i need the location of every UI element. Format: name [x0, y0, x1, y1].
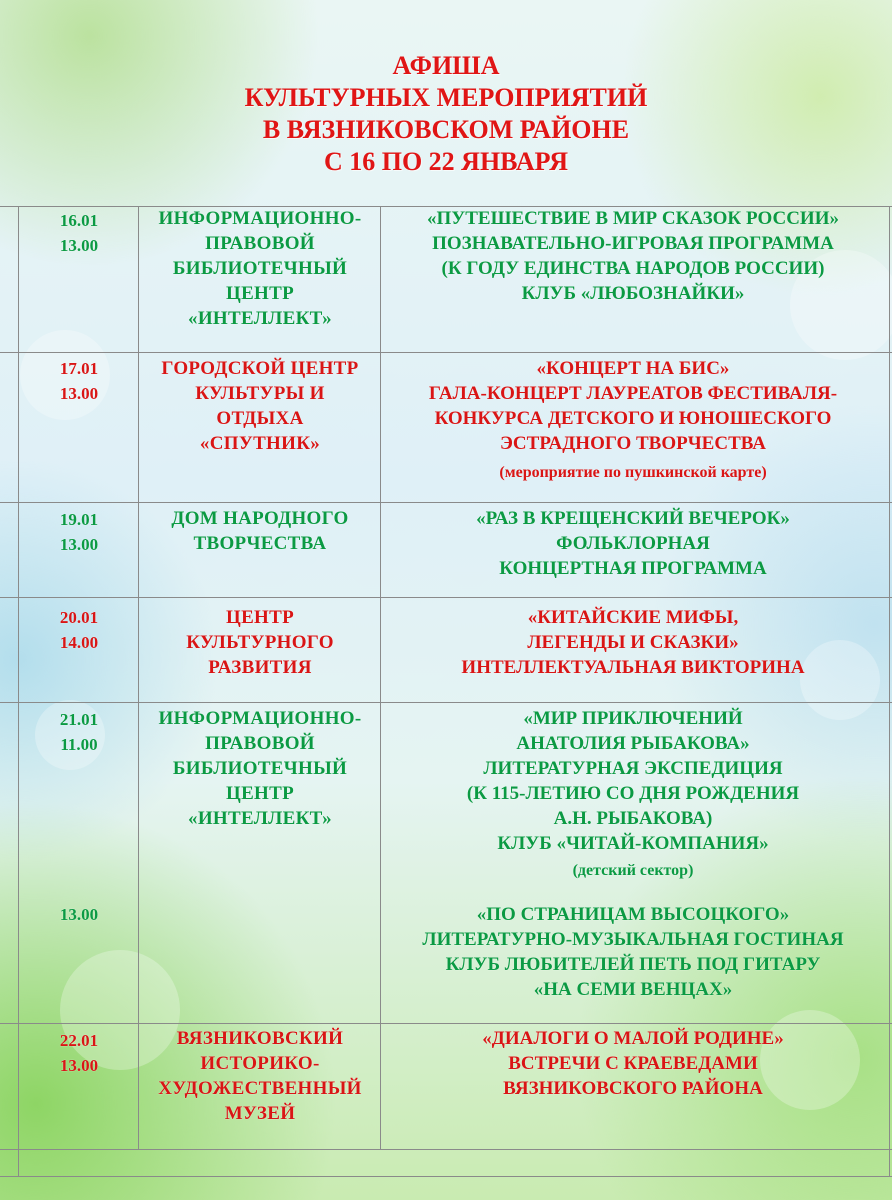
event-line: «ПУТЕШЕСТВИЕ В МИР СКАЗОК РОССИИ» [427, 208, 839, 229]
row-5-date [24, 707, 134, 757]
event-line: ВЯЗНИКОВСКОГО РАЙОНА [503, 1078, 763, 1099]
row-1-date [24, 208, 134, 258]
event-line: «РАЗ В КРЕЩЕНСКИЙ ВЕЧЕРОК» [476, 508, 790, 529]
event-line: «НА СЕМИ ВЕНЦАХ» [533, 979, 733, 1000]
row-6-event [388, 1026, 878, 1101]
column-divider [18, 206, 19, 1176]
time: 14.00 [59, 633, 99, 652]
time: 13.00 [59, 905, 99, 924]
venue-line: КУЛЬТУРНОГО [186, 632, 334, 653]
venue-line: ГОРОДСКОЙ ЦЕНТР [161, 358, 359, 379]
venue-line: ОТДЫХА [216, 408, 304, 429]
row-divider [0, 352, 892, 353]
row-divider [0, 502, 892, 503]
event-line: ИНТЕЛЛЕКТУАЛЬНАЯ ВИКТОРИНА [461, 657, 805, 678]
event-line: КОНКУРСА ДЕТСКОГО И ЮНОШЕСКОГО [434, 408, 832, 429]
venue-line: ПРАВОВОЙ [205, 733, 315, 754]
event-line: «КОНЦЕРТ НА БИС» [536, 358, 730, 379]
row-2-date [24, 356, 134, 406]
row-5-event-2 [388, 902, 878, 1002]
time: 11.00 [60, 735, 98, 754]
venue-line: ИСТОРИКО- [200, 1053, 320, 1074]
row-4-venue [142, 605, 378, 680]
row-6-venue [142, 1026, 378, 1126]
title-line-4: С 16 ПО 22 ЯНВАРЯ [323, 147, 569, 176]
venue-line: БИБЛИОТЕЧНЫЙ [172, 758, 348, 779]
row-2-event [388, 356, 878, 485]
venue-line: ДОМ НАРОДНОГО [171, 508, 349, 529]
row-5-time-2 [24, 902, 134, 927]
row-3-venue [142, 506, 378, 556]
venue-line: МУЗЕЙ [224, 1103, 296, 1124]
venue-line: РАЗВИТИЯ [208, 657, 312, 678]
row-4-date [24, 605, 134, 655]
venue-line: ЦЕНТР [225, 783, 294, 804]
row-3-event [388, 506, 878, 581]
event-line: ФОЛЬКЛОРНАЯ [556, 533, 710, 554]
title-line-1: АФИША [392, 51, 500, 80]
event-note: (мероприятие по пушкинской карте) [499, 464, 767, 481]
venue-line: «СПУТНИК» [199, 433, 321, 454]
row-5-venue [142, 706, 378, 831]
row-5-event [388, 706, 878, 883]
title-line-2: КУЛЬТУРНЫХ МЕРОПРИЯТИЙ [244, 83, 648, 112]
row-divider [0, 597, 892, 598]
venue-line: ИНФОРМАЦИОННО- [158, 208, 362, 229]
time: 13.00 [59, 1056, 99, 1075]
venue-line: ИНФОРМАЦИОННО- [158, 708, 362, 729]
row-3-date [24, 507, 134, 557]
event-line: «МИР ПРИКЛЮЧЕНИЙ [523, 708, 743, 729]
row-4-event [388, 605, 878, 680]
table-border-bottom [0, 1176, 892, 1177]
event-line: (К ГОДУ ЕДИНСТВА НАРОДОВ РОССИИ) [441, 258, 825, 279]
event-line: «ДИАЛОГИ О МАЛОЙ РОДИНЕ» [482, 1028, 784, 1049]
event-line: ПОЗНАВАТЕЛЬНО-ИГРОВАЯ ПРОГРАММА [432, 233, 834, 254]
event-line: (К 115-ЛЕТИЮ СО ДНЯ РОЖДЕНИЯ [466, 783, 800, 804]
event-line: КЛУБ «ЛЮБОЗНАЙКИ» [521, 283, 745, 304]
row-1-venue [142, 206, 378, 331]
venue-line: «ИНТЕЛЛЕКТ» [188, 308, 332, 329]
column-divider [380, 206, 381, 1149]
venue-line: БИБЛИОТЕЧНЫЙ [172, 258, 348, 279]
column-divider [138, 206, 139, 1149]
event-line: КЛУБ «ЧИТАЙ-КОМПАНИЯ» [497, 833, 769, 854]
row-divider [0, 1023, 892, 1024]
event-line: АНАТОЛИЯ РЫБАКОВА» [516, 733, 750, 754]
venue-line: КУЛЬТУРЫ И [195, 383, 325, 404]
row-1-event [388, 206, 878, 306]
date: 16.01 [59, 211, 99, 230]
event-line: А.Н. РЫБАКОВА) [553, 808, 713, 829]
venue-line: ТВОРЧЕСТВА [193, 533, 327, 554]
row-6-date [24, 1028, 134, 1078]
date: 21.01 [59, 710, 99, 729]
venue-line: ЦЕНТР [225, 283, 294, 304]
event-line: ЛИТЕРАТУРНО-МУЗЫКАЛЬНАЯ ГОСТИНАЯ [422, 929, 844, 950]
event-line: ВСТРЕЧИ С КРАЕВЕДАМИ [508, 1053, 758, 1074]
event-line: ЛЕГЕНДЫ И СКАЗКИ» [527, 632, 739, 653]
venue-line: «ИНТЕЛЛЕКТ» [188, 808, 332, 829]
venue-line: ЦЕНТР [225, 607, 294, 628]
event-line: КЛУБ ЛЮБИТЕЛЕЙ ПЕТЬ ПОД ГИТАРУ [445, 954, 821, 975]
event-line: ЛИТЕРАТУРНАЯ ЭКСПЕДИЦИЯ [483, 758, 783, 779]
time: 13.00 [59, 236, 99, 255]
event-line: КОНЦЕРТНАЯ ПРОГРАММА [499, 558, 767, 579]
date: 19.01 [59, 510, 99, 529]
venue-line: ВЯЗНИКОВСКИЙ [176, 1028, 344, 1049]
time: 13.00 [59, 384, 99, 403]
event-line: ЭСТРАДНОГО ТВОРЧЕСТВА [500, 433, 766, 454]
row-divider [0, 1149, 892, 1150]
date: 17.01 [59, 359, 99, 378]
date: 20.01 [59, 608, 99, 627]
event-line: «ПО СТРАНИЦАМ ВЫСОЦКОГО» [476, 904, 790, 925]
poster-title [0, 50, 892, 178]
column-divider [889, 206, 890, 1176]
row-2-venue [142, 356, 378, 456]
event-line: ГАЛА-КОНЦЕРТ ЛАУРЕАТОВ ФЕСТИВАЛЯ- [428, 383, 838, 404]
event-line: «КИТАЙСКИЕ МИФЫ, [527, 607, 739, 628]
row-divider [0, 702, 892, 703]
venue-line: ПРАВОВОЙ [205, 233, 315, 254]
event-note: (детский сектор) [572, 862, 694, 879]
date: 22.01 [59, 1031, 99, 1050]
venue-line: ХУДОЖЕСТВЕННЫЙ [158, 1078, 362, 1099]
title-line-3: В ВЯЗНИКОВСКОМ РАЙОНЕ [262, 115, 630, 144]
time: 13.00 [59, 535, 99, 554]
